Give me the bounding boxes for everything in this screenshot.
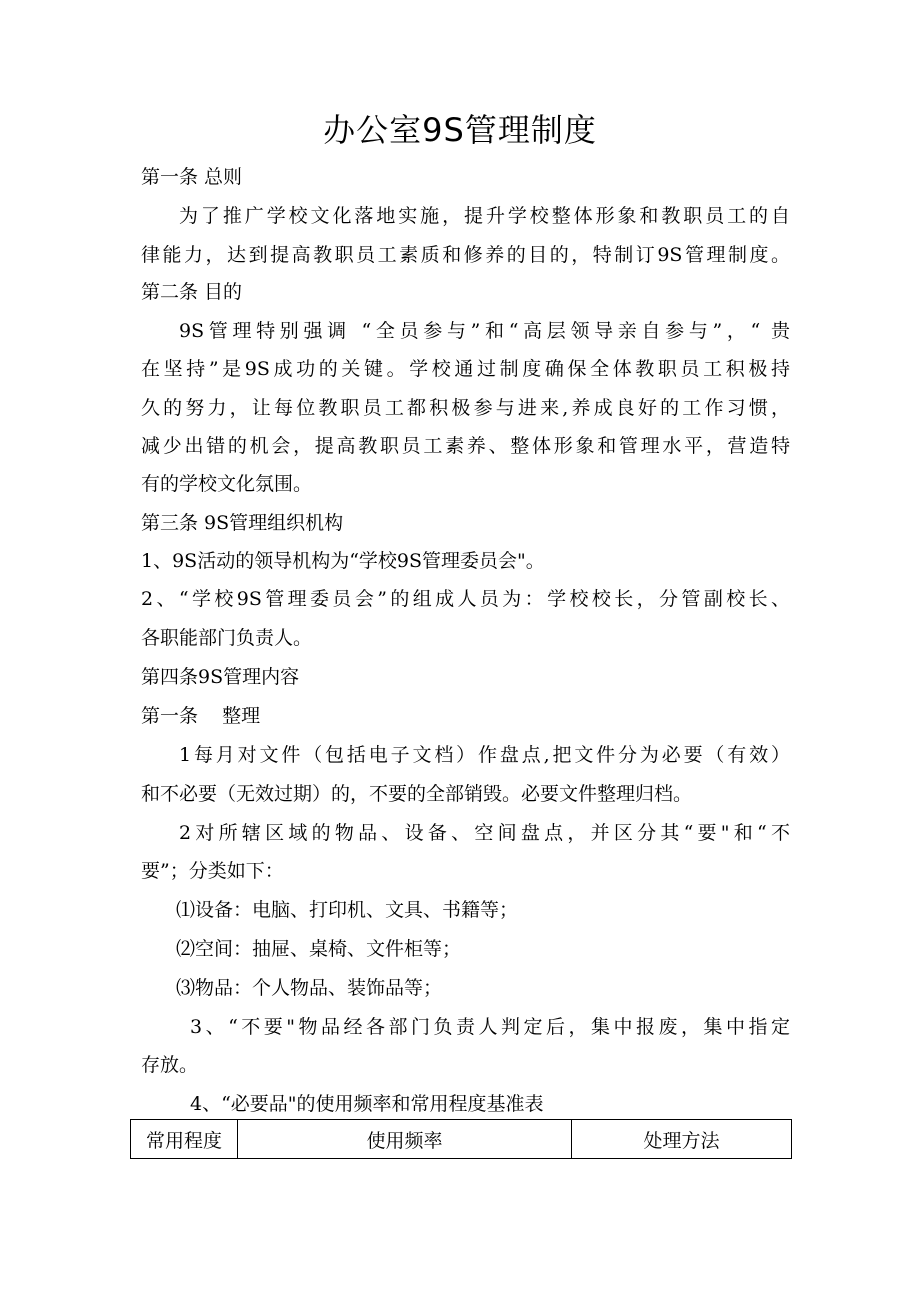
document-title: 办公室9S管理制度 — [323, 111, 597, 149]
article-2-heading: 第二条 目的 — [141, 281, 243, 303]
list-item: ⑵空间：抽屉、桌椅、文件柜等； — [176, 938, 462, 960]
table-header-cell: 使用频率 — [238, 1120, 572, 1159]
list-item: 1、9S活动的领导机构为“学校9S管理委员会"。 — [141, 550, 545, 572]
paragraph-line: 9S管理特别强调 “全员参与”和“高层领导亲自参与”，“ 贵 — [179, 320, 790, 342]
table-header-row — [131, 1120, 792, 1159]
table-caption: 4、“必要品"的使用频率和常用程度基准表 — [190, 1093, 544, 1115]
paragraph-line: 1每月对文件（包括电子文档）作盘点,把文件分为必要（有效） — [179, 744, 790, 766]
paragraph-line: 久的努力，让每位教职员工都积极参与进来,养成良好的工作习惯， — [141, 397, 790, 419]
paragraph-line: 减少出错的机会，提高教职员工素养、整体形象和管理水平，营造特 — [141, 435, 790, 457]
paragraph-line: 在坚持”是9S成功的关键。学校通过制度确保全体教职员工积极持 — [141, 358, 790, 380]
article-1-heading: 第一条 总则 — [141, 166, 243, 188]
frequency-table — [130, 1119, 792, 1159]
article-4-heading: 第四条9S管理内容 — [141, 666, 300, 688]
section-heading: 第一条 整理 — [141, 705, 261, 727]
list-item: ⑶物品：个人物品、装饰品等； — [176, 977, 443, 999]
paragraph-line: 存放。 — [141, 1054, 199, 1076]
paragraph-line: 和不必要（无效过期）的，不要的全部销毁。必要文件整理归档。 — [141, 783, 693, 805]
table-header-cell: 处理方法 — [572, 1120, 792, 1159]
paragraph-line: 2对所辖区域的物品、设备、空间盘点，并区分其“要"和“不 — [179, 822, 790, 844]
table-header-cell: 常用程度 — [131, 1120, 238, 1159]
paragraph-line: 律能力，达到提高教职员工素质和修养的目的，特制订9S管理制度。 — [141, 244, 790, 266]
article-3-heading: 第三条 9S管理组织机构 — [141, 512, 344, 534]
paragraph-line: 3、“不要"物品经各部门负责人判定后，集中报废，集中指定 — [190, 1016, 790, 1038]
paragraph-line: 为了推广学校文化落地实施，提升学校整体形象和教职员工的自 — [179, 205, 790, 227]
list-item: ⑴设备：电脑、打印机、文具、书籍等； — [176, 899, 519, 921]
paragraph-line: 有的学校文化氛围。 — [141, 473, 313, 495]
paragraph-line: 要”；分类如下： — [141, 860, 284, 882]
list-item: 2、“学校9S管理委员会”的组成人员为：学校校长，分管副校长、 — [141, 588, 790, 610]
list-item: 各职能部门负责人。 — [141, 627, 313, 649]
